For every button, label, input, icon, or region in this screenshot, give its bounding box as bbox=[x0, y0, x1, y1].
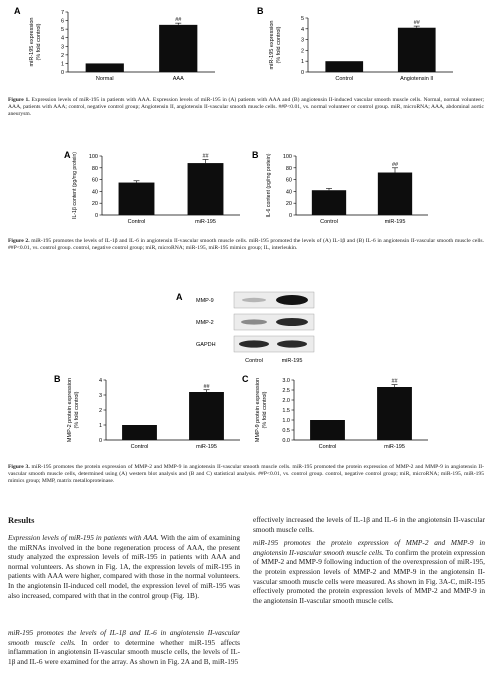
blot-row-label-gapdh: GAPDH bbox=[196, 342, 216, 348]
blot-panel-letter: A bbox=[176, 292, 183, 302]
y-tick-label: 100 bbox=[282, 154, 292, 160]
x-tick-label: miR-195 bbox=[384, 444, 405, 450]
bar bbox=[377, 387, 412, 440]
y-tick-label: 4 bbox=[60, 35, 64, 42]
y-tick-label: 5 bbox=[300, 16, 304, 22]
y-tick-label: 20 bbox=[285, 201, 292, 208]
x-tick-label: Control bbox=[335, 76, 354, 82]
panel-letter: C bbox=[242, 374, 249, 384]
paragraph-2-body: In order to determine whether miR-195 affects inflammation in angiotensin II-vascular smooth muscle cells, the levels of IL-1β and IL-6 were examined for the array. As shown in Fig. 2A and B, miR-195 bbox=[8, 637, 240, 666]
y-axis-label-unit: (% fold control) bbox=[36, 23, 42, 61]
paragraph-1-body: With the aim of examining the miRNAs involved in the bone regeneration process of AAA, the present study analyzed the expression levels of miR-195 in patients with AAA and normal volunteers. As shown in Fig. 1A, the expression levels of miR-195 in patients with AAA were higher, compared with those in the normal volunteers. In the angiotensin II-induced cell model, the expression level of miR-195 was also increased, compared with that in the control group (Fig. 1B). bbox=[8, 533, 240, 600]
fig3-panel-c bbox=[238, 372, 448, 454]
blot-row-label-mmp9: MMP-9 bbox=[196, 298, 214, 304]
x-tick-label: miR-195 bbox=[195, 219, 216, 225]
paragraph-1-title: Expression levels of miR-195 in patients with AAA. bbox=[8, 533, 159, 542]
figure3-caption-text: miR-195 promotes the protein expression of MMP-2 and MMP-9 in angiotensin II-vascular smooth muscle cells. miR-195 promoted the protein expression of MMP-2 and MMP-9 in angiotensin II-vascular smooth muscle cells, determined using (A) western blot analysis and (B and C) statistical analysis. ##P<0.01, vs. control group. control, negative control group; miR, microRNA; miR-195, miR-195 mimics group; MMP, matrix metalloproteinase. bbox=[8, 464, 484, 485]
bar bbox=[86, 63, 124, 72]
x-tick-label: Control bbox=[130, 444, 149, 450]
fig2-panel-b bbox=[248, 148, 438, 230]
y-tick-label: 40 bbox=[285, 189, 292, 196]
figure1-caption-text: Expression levels of miR-195 in patients with AAA. Expression levels of miR-195 in (A) patients with AAA and (B) angiotensin II-induced vascular smooth muscle cells. Normal, normal volunteer; AAA, patients with AAA; control, negative control group; Angiotensin II, angiotensin II-vascular smooth muscle cells. ##P<0.01, vs. normal volunteer or control group. miR, microRNA; AAA, abdominal aortic aneurysm. bbox=[8, 97, 484, 118]
y-tick-label: 40 bbox=[91, 189, 98, 196]
blot-row-label-mmp2: MMP-2 bbox=[196, 320, 214, 326]
x-tick-label: miR-195 bbox=[196, 444, 217, 450]
figure3-caption bbox=[8, 464, 484, 486]
paragraph-3 bbox=[253, 538, 485, 605]
figure2-caption bbox=[8, 238, 484, 252]
y-tick-label: 1.0 bbox=[282, 418, 290, 424]
fig1-panel-b bbox=[253, 4, 478, 86]
blot-band-mmp2-mir195 bbox=[276, 318, 308, 326]
y-tick-label: 4 bbox=[98, 378, 102, 384]
panel-letter: B bbox=[252, 150, 259, 160]
y-axis-label: miR-195 expression bbox=[269, 20, 275, 70]
bar bbox=[122, 425, 157, 440]
y-tick-label: 5 bbox=[60, 27, 64, 34]
significance-marker: ## bbox=[202, 153, 209, 160]
y-tick-label: 0 bbox=[300, 70, 304, 76]
panel-letter: B bbox=[257, 6, 264, 16]
y-tick-label: 0 bbox=[60, 70, 64, 76]
y-axis-label: IL-1β content (pg/mg protein) bbox=[72, 152, 78, 219]
y-tick-label: 1 bbox=[60, 61, 64, 68]
y-axis-label: MMP-9 protein expression bbox=[255, 377, 261, 443]
fig2-panel-a bbox=[60, 148, 250, 230]
y-tick-label: 1 bbox=[98, 423, 102, 429]
y-tick-label: 0 bbox=[98, 438, 102, 444]
y-tick-label: 80 bbox=[285, 165, 292, 172]
blot-band-mmp2-control bbox=[241, 319, 267, 324]
figure1-caption bbox=[8, 97, 484, 119]
y-tick-label: 2.0 bbox=[282, 398, 290, 404]
significance-marker: ## bbox=[391, 161, 399, 168]
x-tick-label: Control bbox=[318, 444, 337, 450]
x-tick-label: miR-195 bbox=[384, 219, 406, 225]
y-tick-label: 0.0 bbox=[282, 438, 290, 444]
y-tick-label: 2.5 bbox=[282, 388, 290, 394]
paragraph-3-title: miR-195 promotes the protein expression of MMP-2 and MMP-9 in angiotensin II-vascular smooth muscle cells. bbox=[253, 538, 485, 557]
significance-marker: ## bbox=[203, 383, 210, 390]
x-tick-label: AAA bbox=[172, 76, 184, 82]
significance-marker: ## bbox=[391, 378, 398, 385]
y-tick-label: 4 bbox=[300, 26, 304, 33]
x-tick-label: Control bbox=[320, 219, 338, 225]
results-heading: Results bbox=[8, 515, 35, 525]
blot-band-mmp9-control bbox=[242, 298, 266, 302]
y-axis-label-unit: (% fold control) bbox=[276, 26, 282, 64]
y-tick-label: 1.5 bbox=[282, 408, 290, 414]
paragraph-2-continuation: effectively increased the levels of IL-1β and IL-6 in the angiotensin II-vascular smooth muscle cells. bbox=[253, 515, 485, 534]
bar bbox=[310, 420, 345, 440]
paragraph-1 bbox=[8, 533, 240, 600]
y-tick-label: 2 bbox=[60, 52, 64, 59]
y-tick-label: 3 bbox=[98, 393, 102, 399]
figure2-caption-label: Figure 2. bbox=[8, 238, 30, 244]
bar bbox=[159, 25, 197, 72]
y-tick-label: 0 bbox=[288, 213, 292, 219]
paragraph-2-title: miR-195 promotes the levels of IL-1β and IL-6 in angiotensin II-vascular smooth muscle cells. bbox=[8, 628, 240, 647]
blot-column-label-control: Control bbox=[245, 358, 263, 364]
paragraph-2a bbox=[8, 628, 240, 666]
figure3-caption-label: Figure 3. bbox=[8, 464, 30, 470]
y-tick-label: 6 bbox=[60, 18, 64, 25]
y-tick-label: 100 bbox=[88, 154, 98, 160]
y-tick-label: 80 bbox=[91, 165, 98, 172]
y-tick-label: 0 bbox=[94, 213, 98, 219]
y-tick-label: 1 bbox=[300, 59, 304, 66]
bar bbox=[378, 173, 412, 215]
x-tick-label: Control bbox=[127, 219, 146, 225]
panel-letter: B bbox=[54, 374, 61, 384]
blot-band-gapdh-control bbox=[239, 340, 269, 347]
figure1-caption-label: Figure 1. bbox=[8, 97, 30, 103]
bar bbox=[119, 183, 155, 215]
y-tick-label: 0.5 bbox=[282, 428, 290, 434]
y-tick-label: 3 bbox=[60, 44, 64, 51]
bar bbox=[312, 190, 346, 215]
y-tick-label: 3.0 bbox=[282, 378, 290, 384]
y-tick-label: 20 bbox=[91, 201, 98, 208]
y-tick-label: 2 bbox=[300, 48, 304, 55]
y-axis-label: IL-6 content (pg/mg protein) bbox=[266, 153, 272, 218]
x-tick-label: Normal bbox=[95, 76, 114, 82]
significance-marker: ## bbox=[175, 17, 182, 24]
panel-letter: A bbox=[14, 6, 21, 16]
y-axis-label: miR-195 expression bbox=[29, 17, 35, 67]
bar bbox=[325, 61, 363, 72]
blot-column-label-mir195: miR-195 bbox=[281, 358, 303, 364]
panel-letter: A bbox=[64, 150, 71, 160]
bar bbox=[398, 28, 436, 72]
paragraph-3-body: To confirm the protein expression of MMP-2 and MMP-9 following induction of the overexpression of miR-195, the protein expression levels of MMP-2 and MMP-9 in the angiotensin II-vascular smooth muscle cells were measured. As shown in Fig. 3A-C, miR-195 effectively promoted the protein expression levels of MMP-2 and MMP-9 in the angiotensin II-vascular smooth muscle cells. bbox=[253, 547, 485, 605]
bar bbox=[189, 392, 224, 440]
y-axis-label: MMP-2 protein expression bbox=[67, 377, 73, 443]
blot-band-gapdh-mir195 bbox=[277, 340, 307, 347]
fig3-western-blot bbox=[170, 286, 330, 368]
significance-marker: ## bbox=[413, 20, 420, 27]
blot-band-mmp9-mir195 bbox=[276, 295, 308, 305]
y-tick-label: 7 bbox=[60, 10, 64, 16]
figure2-caption-text: miR-195 promotes the levels of IL-1β and IL-6 in angiotensin II-vascular smooth muscle cells. miR-195 promoted the levels of (A) IL-1β and (B) IL-6 in angiotensin II-vascular smooth muscle cells. ##P<0.01, vs. control group. control, negative control group; miR, microRNA; miR-195, miR-195 mimics group; IL, interleukin. bbox=[8, 238, 484, 252]
x-tick-label: Angiotensin II bbox=[400, 76, 434, 82]
y-axis-label-unit: (% fold control) bbox=[74, 391, 80, 429]
bar bbox=[188, 163, 224, 215]
y-tick-label: 60 bbox=[91, 177, 98, 184]
y-tick-label: 60 bbox=[285, 177, 292, 184]
fig1-panel-a bbox=[10, 4, 235, 86]
y-tick-label: 3 bbox=[300, 37, 304, 44]
fig3-panel-b bbox=[50, 372, 260, 454]
y-tick-label: 2 bbox=[98, 408, 102, 414]
y-axis-label-unit: (% fold control) bbox=[262, 391, 268, 429]
